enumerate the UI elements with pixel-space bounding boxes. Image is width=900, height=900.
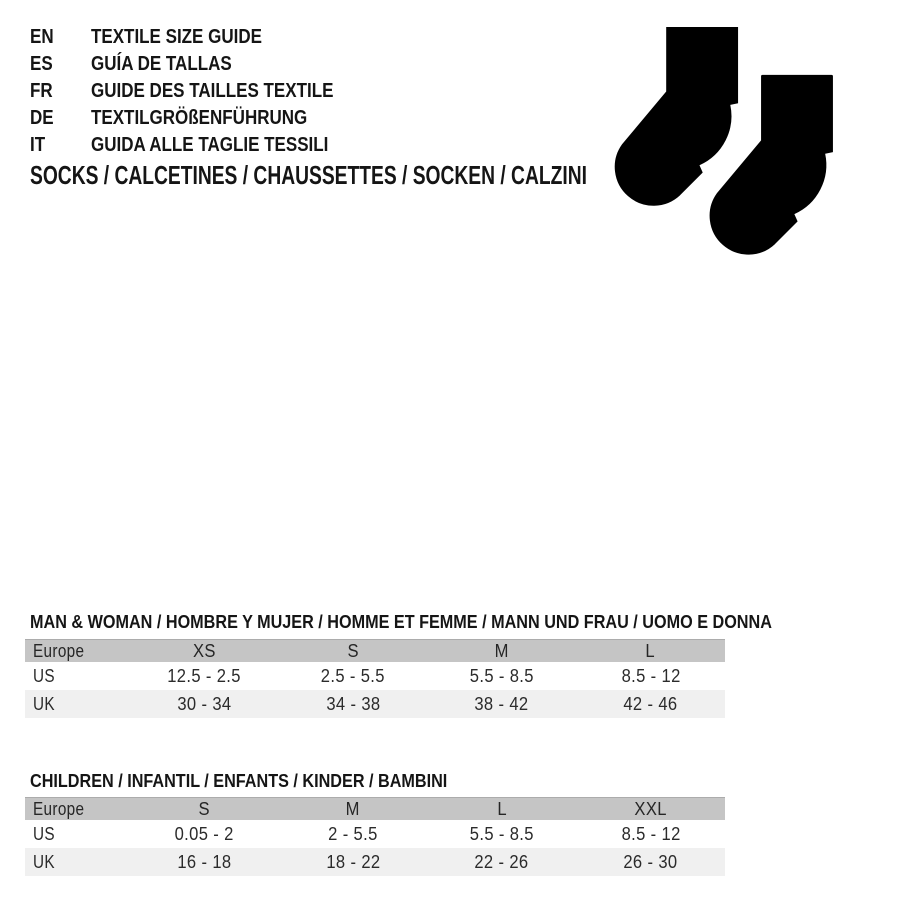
table-title-adults: MAN & WOMAN / HOMBRE Y MUJER / HOMME ET FEMME / MANN UND FRAU / UOMO E DONNA [30, 612, 772, 632]
table-row-uk [25, 690, 725, 718]
column-header-size: M [494, 641, 509, 661]
language-code: EN [30, 26, 54, 48]
language-row-de [30, 105, 376, 132]
column-header-size: S [198, 799, 211, 819]
size-value: 0.05 - 2 [174, 824, 234, 844]
category-title: SOCKS / CALCETINES / CHAUSSETTES / SOCKEN / CALZINI [30, 160, 587, 190]
size-value: 42 - 46 [623, 694, 678, 714]
size-value: 8.5 - 12 [621, 824, 681, 844]
size-value: 8.5 - 12 [621, 666, 681, 686]
language-list [30, 24, 376, 159]
column-header-size: XS [192, 641, 216, 661]
column-header-size: L [645, 641, 656, 661]
size-table-children [25, 797, 725, 876]
column-header-size: XXL [634, 799, 667, 819]
size-table-adults [25, 639, 725, 718]
size-value: 18 - 22 [326, 852, 381, 872]
language-code: ES [30, 53, 53, 75]
language-title: TEXTILE SIZE GUIDE [91, 26, 262, 48]
language-code: FR [30, 80, 53, 102]
column-header-size: L [497, 799, 507, 819]
language-row-fr [30, 78, 376, 105]
region-label: US [33, 824, 55, 844]
table-header-row [25, 639, 725, 662]
column-header-region: Europe [33, 641, 85, 661]
language-code: DE [30, 107, 54, 129]
size-value: 2.5 - 5.5 [321, 666, 386, 686]
language-title: GUIDA ALLE TAGLIE TESSILI [91, 134, 329, 156]
size-value: 26 - 30 [623, 852, 678, 872]
size-value: 5.5 - 8.5 [469, 824, 534, 844]
table-title-children: CHILDREN / INFANTIL / ENFANTS / KINDER / BAMBINI [30, 771, 448, 791]
language-title: TEXTILGRÖßENFÜHRUNG [91, 107, 308, 129]
size-value: 38 - 42 [474, 694, 529, 714]
language-row-it [30, 132, 376, 159]
table-row-us [25, 662, 725, 690]
size-value: 12.5 - 2.5 [167, 666, 242, 686]
table-row-uk [25, 848, 725, 876]
language-row-es [30, 51, 376, 78]
size-value: 2 - 5.5 [328, 824, 378, 844]
size-value: 16 - 18 [177, 852, 232, 872]
size-value: 22 - 26 [474, 852, 529, 872]
language-title: GUÍA DE TALLAS [91, 53, 232, 75]
column-header-size: M [346, 799, 361, 819]
language-code: IT [30, 134, 46, 156]
region-label: UK [33, 852, 55, 872]
sock-left [616, 27, 738, 204]
table-row-us [25, 820, 725, 848]
language-title: GUIDE DES TAILLES TEXTILE [91, 80, 334, 102]
region-label: UK [33, 694, 55, 714]
size-value: 5.5 - 8.5 [469, 666, 534, 686]
size-value: 34 - 38 [326, 694, 381, 714]
column-header-size: S [347, 641, 359, 661]
size-value: 30 - 34 [177, 694, 232, 714]
table-header-row [25, 797, 725, 820]
socks-icon [613, 27, 843, 265]
language-row-en [30, 24, 376, 51]
column-header-region: Europe [33, 799, 85, 819]
region-label: US [33, 666, 55, 686]
